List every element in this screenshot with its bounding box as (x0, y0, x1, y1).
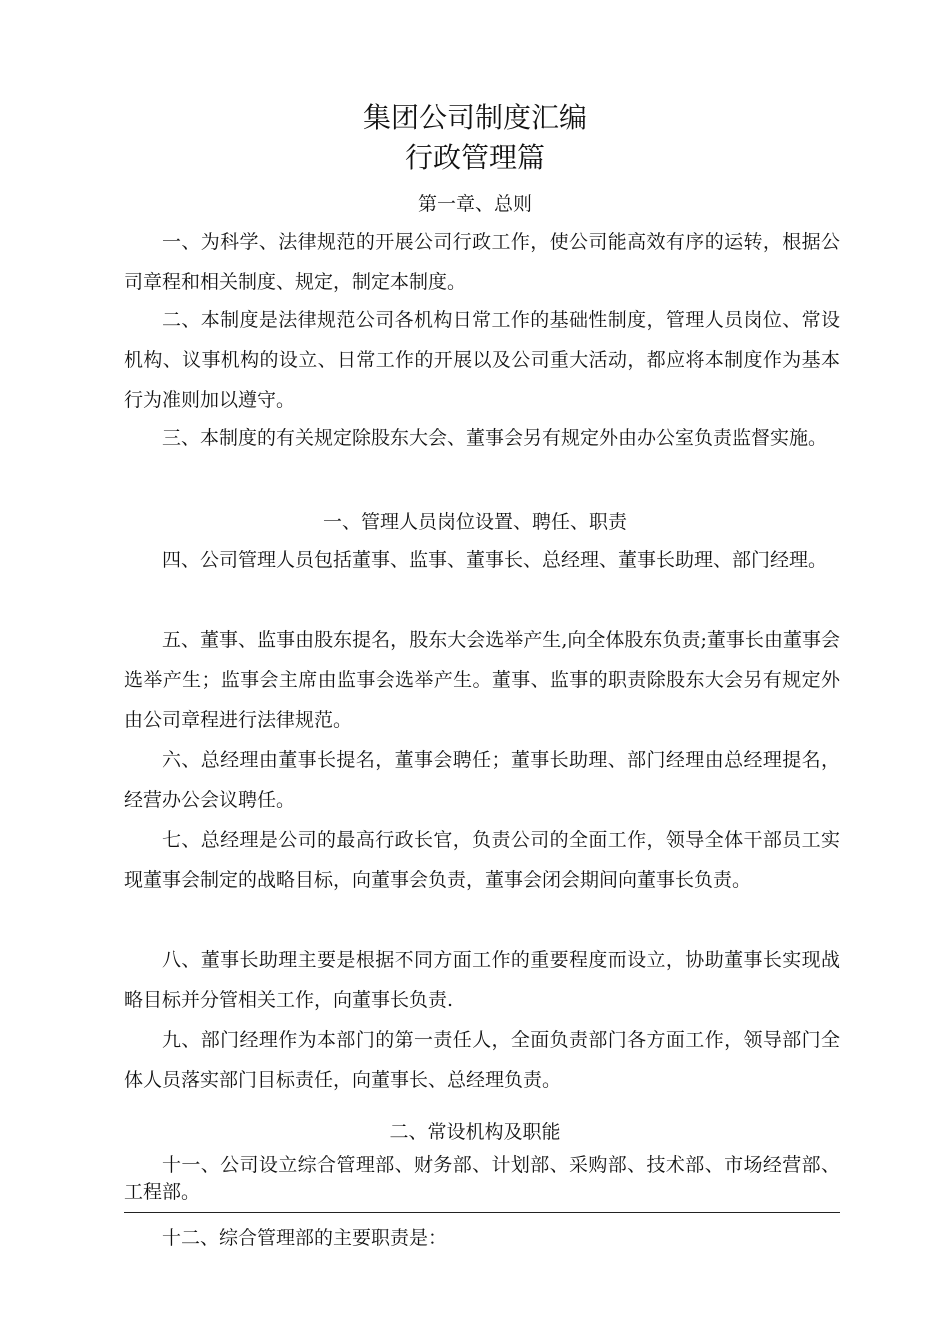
section-heading-2: 二、常设机构及职能 (389, 1121, 561, 1143)
paragraph-9: 九、部门经理作为本部门的第一责任人，全面负责部门各方面工作，领导部门全体人员落实部门目标责任，向董事长、总经理负责。 (124, 1029, 840, 1091)
document-title: 集团公司制度汇编 (362, 101, 587, 134)
paragraph-12: 十二、综合管理部的主要职责是： (162, 1227, 448, 1249)
paragraph-6: 六、总经理由董事长提名，董事会聘任；董事长助理、部门经理由总经理提名，经营办公会议聘任。 (124, 749, 840, 811)
paragraph-5: 五、董事、监事由股东提名，股东大会选举产生,向全体股东负责;董事长由董事会选举产生；监事会主席由监事会选举产生。董事、监事的职责除股东大会另有规定外由公司章程进行法律规范。 (124, 629, 840, 731)
paragraph-2: 二、本制度是法律规范公司各机构日常工作的基础性制度，管理人员岗位、常设机构、议事机构的设立、日常工作的开展以及公司重大活动，都应将本制度作为基本行为准则加以遵守。 (124, 309, 840, 411)
paragraph-1: 一、为科学、法律规范的开展公司行政工作，使公司能高效有序的运转，根据公司章程和相关制度、规定，制定本制度。 (124, 231, 840, 293)
paragraph-7: 七、总经理是公司的最高行政长官，负责公司的全面工作，领导全体干部员工实现董事会制定的战略目标，向董事会负责，董事会闭会期间向董事长负责。 (124, 829, 840, 891)
paragraph-3: 三、本制度的有关规定除股东大会、董事会另有规定外由办公室负责监督实施。 (162, 427, 828, 449)
section-heading-1: 一、管理人员岗位设置、聘任、职责 (322, 511, 627, 533)
chapter-heading: 第一章、总则 (417, 193, 532, 215)
paragraph-8: 八、董事长助理主要是根据不同方面工作的重要程度而设立，协助董事长实现战略目标并分管相关工作，向董事长负责. (124, 949, 840, 1011)
document-subtitle: 行政管理篇 (404, 141, 545, 174)
paragraph-11: 十一、公司设立综合管理部、财务部、计划部、采购部、技术部、市场经营部、工程部。 (124, 1154, 840, 1203)
paragraph-4: 四、公司管理人员包括董事、监事、董事长、总经理、董事长助理、部门经理。 (162, 549, 828, 571)
horizontal-rule (124, 1212, 840, 1213)
